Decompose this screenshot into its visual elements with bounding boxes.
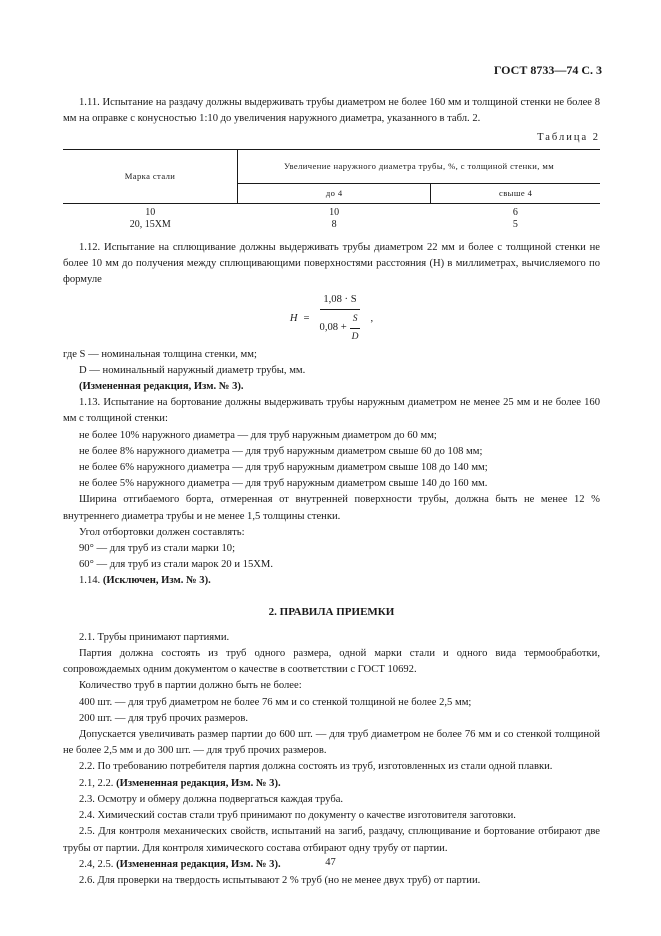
list-item: 90° — для труб из стали марки 10; — [79, 543, 236, 555]
formula-den-left: 0,08 + — [319, 322, 347, 334]
section-2-title: 2. ПРАВИЛА ПРИЕМКИ — [268, 605, 395, 618]
table-row — [63, 203, 600, 219]
note-number: 2.1, 2.2. — [79, 777, 114, 789]
table-cell-over-4: 6 — [512, 206, 518, 218]
paragraph-2-5: 2.5. Для контроля механических свойств, испытаний на загиб, раздачу, сплющивание и бортование отбирают две трубы от партии. Для контроля химического состава отбирают одну трубу от партии. — [63, 826, 600, 854]
table-cell-over-4: 5 — [512, 218, 518, 230]
paragraph-2-4: 2.4. Химический состав стали труб принимают по документу о качестве изготовителя заготовки. — [79, 810, 516, 822]
list-item: не более 5% наружного диаметра — для труб наружным диаметром свыше 140 до 160 мм. — [79, 478, 488, 490]
note-number: 2.4, 2.5. — [79, 858, 114, 870]
changed-note — [63, 379, 600, 395]
paragraph-allow: Допускается увеличивать размер партии до 600 шт. — для труб диаметром не более 76 мм и со стенкой толщиной не более 2,5 мм и до 300 шт. — для труб прочих размеров. — [63, 729, 600, 757]
section-1-11 — [63, 95, 600, 231]
table-2-header-to-4: до 4 — [238, 183, 431, 203]
paragraph-1-14-number: 1.14. — [79, 575, 101, 587]
paragraph-2-3: 2.3. Осмотру и обмеру должна подвергаться каждая труба. — [79, 793, 344, 805]
paragraph-1-13: 1.13. Испытание на бортование должны выдерживать трубы наружным диаметром не менее 25 мм и не более 160 мм с толщиной стенки: — [63, 397, 600, 425]
paragraph-1-11: 1.11. Испытание на раздачу должны выдерживать трубы диаметром не более 160 мм и толщиной стенки не более 8 мм на оправке с конусностью 1:10 до увеличения наружного диаметра, указанного в табл. 2. — [63, 97, 600, 125]
paragraph-1-14-note: (Исключен, Изм. № 3). — [102, 575, 211, 587]
paragraph-1-14 — [63, 573, 600, 589]
paragraph-2-6: 2.6. Для проверки на твердость испытывают 2 % труб (но не менее двух труб) от партии. — [79, 874, 481, 886]
table-2-caption: Таблица 2 — [537, 132, 600, 144]
table-cell-to-4: 10 — [329, 206, 340, 218]
table-cell-to-4: 8 — [331, 218, 337, 230]
table-cell-steel: 20, 15ХМ — [129, 218, 171, 230]
formula-inner-den: D — [351, 332, 359, 343]
list-item: не более 8% наружного диаметра — для труб наружным диаметром свыше 60 до 108 мм; — [79, 445, 483, 457]
page-header: ГОСТ 8733—74 С. 3 — [493, 63, 602, 77]
formula-inner-fraction — [350, 311, 361, 345]
formula-fraction — [320, 292, 361, 346]
formula-numerator: 1,08 · S — [320, 292, 359, 310]
paragraph-batch: Партия должна состоять из труб одного размера, одной марки стали и одного вида термообработки, сопровождаемых одним документом о качестве в соответствии с ГОСТ 10692. — [63, 648, 600, 676]
note-text: (Измененная редакция, Изм. № 3). — [116, 858, 281, 870]
table-2 — [63, 149, 600, 231]
paragraph-1-12: 1.12. Испытание на сплющивание должны выдерживать трубы диаметром 22 мм и более с толщиной стенки не более 10 мм до получения между сплющивающими поверхностями расстояния (H) в миллиметрах, вычисляемого по формуле — [63, 242, 600, 286]
where-s: где S — номинальная толщина стенки, мм; — [63, 348, 257, 360]
list-item: 400 шт. — для труб диаметром не более 76 мм и со стенкой толщиной не более 2,5 мм; — [79, 696, 472, 708]
formula-lhs: H — [289, 312, 298, 324]
table-row — [63, 219, 600, 231]
list-item: не более 10% наружного диаметра — для труб наружным диаметром до 60 мм; — [79, 429, 437, 441]
paragraph-2-2: 2.2. По требованию потребителя партия должна состоять из труб, изготовленных из стали одной плавки. — [79, 761, 553, 773]
table-cell-steel: 10 — [145, 206, 156, 218]
section-1-12-and-on — [63, 240, 600, 889]
paragraph-count: Количество труб в партии должно быть не более: — [79, 680, 302, 692]
where-d: D — номинальный наружный диаметр трубы, мм. — [79, 364, 306, 376]
page-number: 47 — [325, 857, 336, 868]
flattening-formula — [63, 293, 600, 345]
paragraph-flange-width: Ширина отгибаемого борта, отмеренная от внутренней поверхности трубы, должна быть не менее 12 % внутреннего диаметра трубы и не менее 1,5 толщины стенки. — [63, 494, 600, 522]
list-item: 200 шт. — для труб прочих размеров. — [79, 712, 248, 724]
note-text: (Измененная редакция, Изм. № 3). — [116, 777, 281, 789]
table-2-header-increase: Увеличение наружного диаметра трубы, %, с толщиной стенки, мм — [238, 149, 600, 183]
paragraph-angle: Угол отбортовки должен составлять: — [79, 526, 245, 538]
paragraph-2-1-2-2-note — [63, 776, 600, 792]
paragraph-2-1: 2.1. Трубы принимают партиями. — [79, 631, 230, 643]
formula-trailing-comma: , — [370, 312, 374, 324]
table-2-header-over-4: свыше 4 — [431, 183, 600, 203]
list-item: 60° — для труб из стали марок 20 и 15ХМ. — [79, 559, 273, 571]
formula-denominator — [320, 310, 361, 345]
table-2-header-steel: Марка стали — [63, 149, 238, 203]
list-item: не более 6% наружного диаметра — для труб наружным диаметром свыше 108 до 140 мм; — [79, 462, 488, 474]
changed-note-text: (Измененная редакция, Изм. № 3). — [79, 381, 244, 393]
formula-inner-num: S — [350, 311, 361, 329]
formula-equals: = — [303, 312, 310, 324]
